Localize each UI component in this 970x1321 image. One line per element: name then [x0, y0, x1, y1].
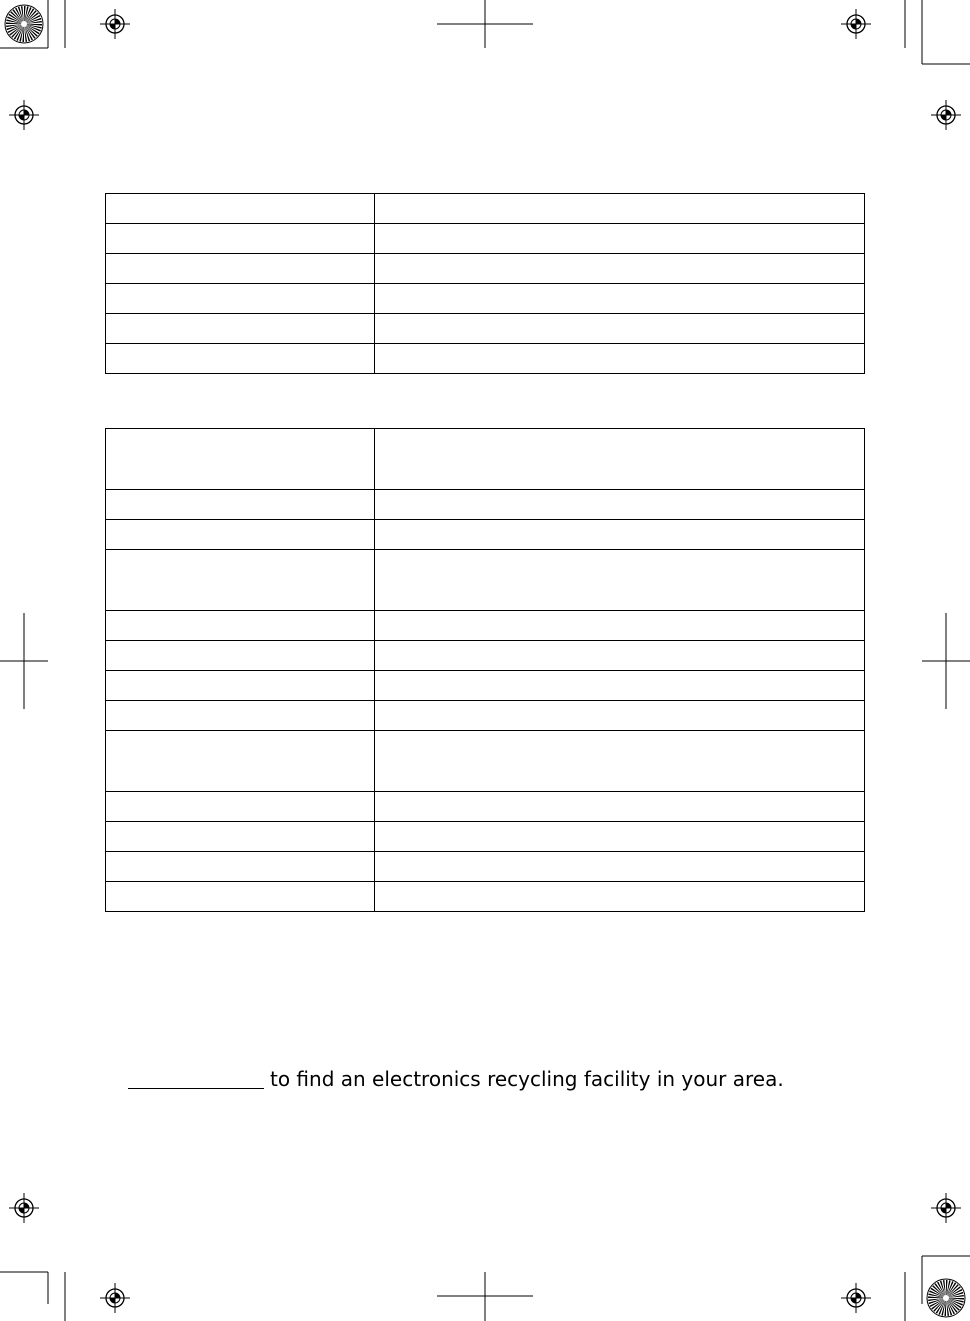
table-row	[106, 490, 865, 520]
registration-target-icon	[100, 9, 130, 39]
spec-value-cell	[375, 490, 865, 520]
recycling-note	[128, 1066, 784, 1092]
table-row	[106, 254, 865, 284]
table-row	[106, 882, 865, 912]
spec-label-cell	[106, 254, 375, 284]
spec-value-cell	[375, 792, 865, 822]
spec-value-cell	[375, 671, 865, 701]
table-row	[106, 429, 865, 490]
spec-value-cell	[375, 822, 865, 852]
registration-target-icon	[100, 1283, 130, 1313]
table-row	[106, 611, 865, 641]
table-row	[106, 224, 865, 254]
table-row	[106, 701, 865, 731]
spec-value-cell	[375, 194, 865, 224]
spec-value-cell	[375, 611, 865, 641]
spec-label-cell	[106, 882, 375, 912]
registration-target-icon	[9, 100, 39, 130]
spec-label-cell	[106, 550, 375, 611]
spec-value-cell	[375, 882, 865, 912]
spec-value-cell	[375, 429, 865, 490]
spec-value-cell	[375, 731, 865, 792]
spec-label-cell	[106, 822, 375, 852]
spec-value-cell	[375, 224, 865, 254]
registration-target-icon	[841, 9, 871, 39]
table-row	[106, 520, 865, 550]
spec-value-cell	[375, 254, 865, 284]
spec-label-cell	[106, 314, 375, 344]
recycling-link-blank[interactable]	[128, 1068, 264, 1089]
registration-target-icon	[9, 1193, 39, 1223]
table-row	[106, 641, 865, 671]
spec-label-cell	[106, 611, 375, 641]
spec-label-cell	[106, 671, 375, 701]
registration-target-icon	[931, 1193, 961, 1223]
spec-label-cell	[106, 490, 375, 520]
table-row	[106, 194, 865, 224]
spec-value-cell	[375, 284, 865, 314]
table-row	[106, 314, 865, 344]
table-row	[106, 344, 865, 374]
spec-label-cell	[106, 520, 375, 550]
spec-label-cell	[106, 852, 375, 882]
table-row	[106, 822, 865, 852]
spec-label-cell	[106, 344, 375, 374]
spec-value-cell	[375, 852, 865, 882]
spec-label-cell	[106, 701, 375, 731]
spec-value-cell	[375, 701, 865, 731]
starburst-mark-icon	[927, 1279, 965, 1317]
recycling-text: to find an electronics recycling facility in your area.	[270, 1067, 784, 1091]
spec-value-cell	[375, 520, 865, 550]
spec-label-cell	[106, 224, 375, 254]
spec-label-cell	[106, 731, 375, 792]
spec-label-cell	[106, 641, 375, 671]
registration-target-icon	[931, 100, 961, 130]
registration-target-icon	[841, 1283, 871, 1313]
table-row	[106, 792, 865, 822]
spec-value-cell	[375, 550, 865, 611]
spec-value-cell	[375, 314, 865, 344]
spec-label-cell	[106, 792, 375, 822]
table-row	[106, 852, 865, 882]
spec-value-cell	[375, 641, 865, 671]
spec-label-cell	[106, 194, 375, 224]
table-row	[106, 284, 865, 314]
table-row	[106, 731, 865, 792]
spec-table-bottom	[105, 428, 865, 912]
table-row	[106, 550, 865, 611]
spec-label-cell	[106, 429, 375, 490]
table-row	[106, 671, 865, 701]
spec-value-cell	[375, 344, 865, 374]
spec-label-cell	[106, 284, 375, 314]
spec-table-top	[105, 193, 865, 374]
starburst-mark-icon	[5, 5, 43, 43]
